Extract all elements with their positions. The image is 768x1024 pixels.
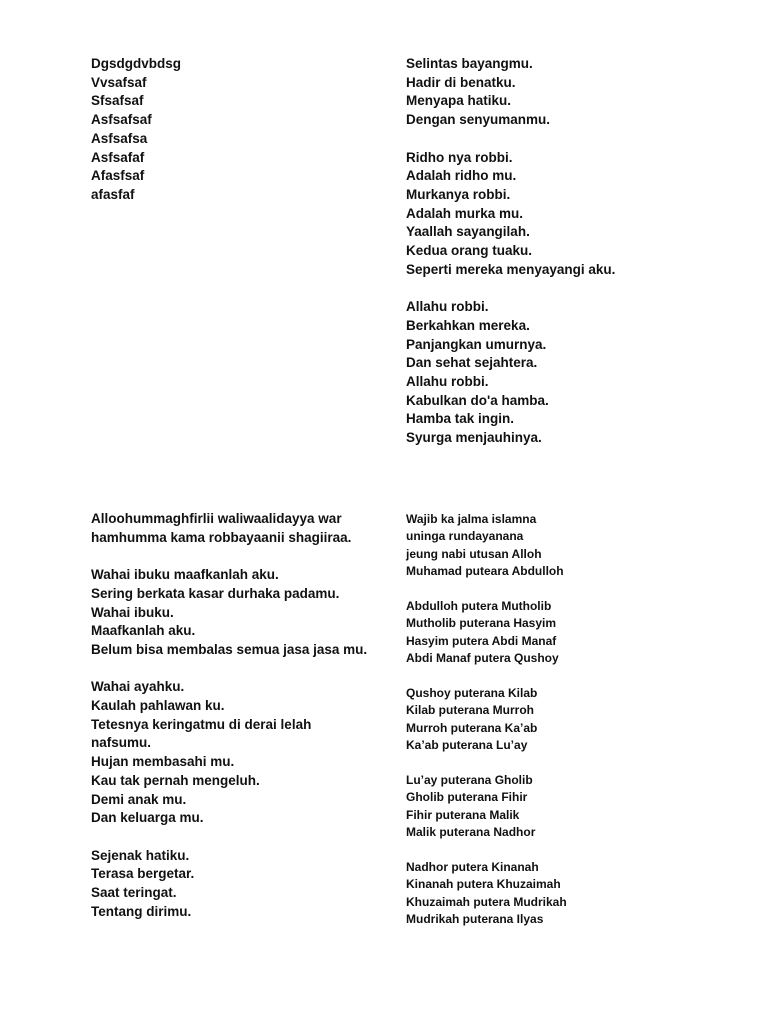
poem-line: Kabulkan do'a hamba. bbox=[406, 392, 549, 408]
genealogy-line: Fihir puterana Malik bbox=[406, 807, 520, 822]
genealogy-line: Nadhor putera Kinanah bbox=[406, 860, 539, 875]
poem-line: Belum bisa membalas semua jasa jasa mu. bbox=[91, 641, 368, 657]
poem-line: Allahu robbi. bbox=[406, 373, 489, 389]
poem-line: Hadir di benatku. bbox=[406, 74, 516, 90]
genealogy-line: Abdi Manaf putera Qushoy bbox=[406, 651, 559, 666]
bottom-right-genealogy bbox=[406, 511, 567, 929]
stanza-gap bbox=[406, 581, 567, 598]
poem-line: Tentang dirimu. bbox=[91, 903, 192, 919]
genealogy-line: Wajib ka jalma islamna bbox=[406, 512, 537, 526]
poem-line: Tetesnya keringatmu di derai lelah bbox=[91, 716, 312, 732]
poem-line: Wahai ibuku. bbox=[91, 604, 174, 620]
poem-line: Wahai ayahku. bbox=[91, 679, 185, 695]
poem-line: Sering berkata kasar durhaka padamu. bbox=[91, 585, 340, 601]
prayer-line: Alloohummaghfirlii waliwaalidayya war bbox=[91, 511, 342, 526]
poem-line: Panjangkan umurnya. bbox=[406, 336, 547, 352]
text-line: Dgsdgdvbdsg bbox=[91, 56, 181, 71]
genealogy-line: Abdulloh putera Mutholib bbox=[406, 599, 552, 614]
text-line: Vvsafsaf bbox=[91, 74, 147, 90]
poem-line: Kaulah pahlawan ku. bbox=[91, 698, 225, 713]
genealogy-line: jeung nabi utusan Alloh bbox=[406, 546, 542, 561]
poem-line: Hujan membasahi mu. bbox=[91, 754, 235, 770]
poem-line: Demi anak mu. bbox=[91, 791, 187, 807]
poem-line: nafsumu. bbox=[91, 735, 152, 751]
genealogy-line: Mutholib puterana Hasyim bbox=[406, 616, 557, 631]
genealogy-line: Muhamad puteara Abdulloh bbox=[406, 564, 564, 579]
stanza-gap bbox=[406, 755, 567, 772]
text-line: Sfsafsaf bbox=[91, 93, 144, 109]
poem-line: Saat teringat. bbox=[91, 885, 177, 901]
stanza-gap bbox=[91, 547, 367, 566]
poem-line: Yaallah sayangilah. bbox=[406, 224, 530, 240]
genealogy-line: Qushoy puterana Kilab bbox=[406, 686, 538, 701]
stanza-gap bbox=[91, 828, 367, 847]
poem-line: Maafkanlah aku. bbox=[91, 623, 196, 639]
poem-line: Ridho nya robbi. bbox=[406, 149, 513, 165]
poem-line: Berkahkan mereka. bbox=[406, 317, 530, 333]
prayer-line: hamhumma kama robbayaanii shagiiraa. bbox=[91, 529, 352, 545]
poem-line: Terasa bergetar. bbox=[91, 866, 195, 882]
poem-line: Murkanya robbi. bbox=[406, 186, 511, 202]
text-line: Afasfsaf bbox=[91, 168, 145, 184]
poem-line: Adalah murka mu. bbox=[406, 205, 524, 221]
poem-line: Dan keluarga mu. bbox=[91, 810, 204, 826]
genealogy-line: Hasyim putera Abdi Manaf bbox=[406, 633, 557, 648]
genealogy-line: Murroh puterana Ka’ab bbox=[406, 720, 538, 735]
top-left-text-block bbox=[91, 55, 181, 205]
stanza-gap bbox=[406, 279, 615, 298]
poem-line: Syurga menjauhinya. bbox=[406, 430, 542, 446]
top-right-poem bbox=[406, 55, 615, 448]
genealogy-line: Malik puterana Nadhor bbox=[406, 825, 536, 840]
text-line: afasfaf bbox=[91, 186, 135, 202]
poem-line: Kedua orang tuaku. bbox=[406, 243, 533, 259]
text-line: Asfsafsa bbox=[91, 130, 148, 146]
poem-line: Dengan senyumanmu. bbox=[406, 112, 551, 128]
poem-line: Seperti mereka menyayangi aku. bbox=[406, 261, 616, 277]
genealogy-line: Mudrikah puterana Ilyas bbox=[406, 912, 544, 927]
poem-line: Allahu robbi. bbox=[406, 299, 489, 315]
genealogy-line: Kinanah putera Khuzaimah bbox=[406, 877, 561, 892]
bottom-left-poem bbox=[91, 510, 367, 921]
poem-line: Menyapa hatiku. bbox=[406, 93, 512, 109]
text-line: Asfsafaf bbox=[91, 149, 145, 165]
stanza-gap bbox=[406, 130, 615, 149]
genealogy-line: Gholib puterana Fihir bbox=[406, 790, 528, 805]
stanza-gap bbox=[91, 660, 367, 679]
genealogy-line: Lu’ay puterana Gholib bbox=[406, 773, 533, 788]
genealogy-line: Khuzaimah putera Mudrikah bbox=[406, 894, 567, 909]
genealogy-line: uninga rundayanana bbox=[406, 529, 524, 544]
genealogy-line: Ka’ab puterana Lu’ay bbox=[406, 738, 528, 753]
poem-line: Hamba tak ingin. bbox=[406, 411, 515, 427]
stanza-gap bbox=[406, 668, 567, 685]
stanza-gap bbox=[406, 842, 567, 859]
poem-line: Dan sehat sejahtera. bbox=[406, 355, 538, 371]
poem-line: Adalah ridho mu. bbox=[406, 168, 517, 184]
text-line: Asfsafsaf bbox=[91, 112, 152, 128]
poem-line: Kau tak pernah mengeluh. bbox=[91, 772, 260, 788]
poem-line: Sejenak hatiku. bbox=[91, 847, 190, 863]
poem-line: Wahai ibuku maafkanlah aku. bbox=[91, 567, 279, 583]
genealogy-line: Kilab puterana Murroh bbox=[406, 703, 535, 718]
poem-line: Selintas bayangmu. bbox=[406, 56, 533, 71]
